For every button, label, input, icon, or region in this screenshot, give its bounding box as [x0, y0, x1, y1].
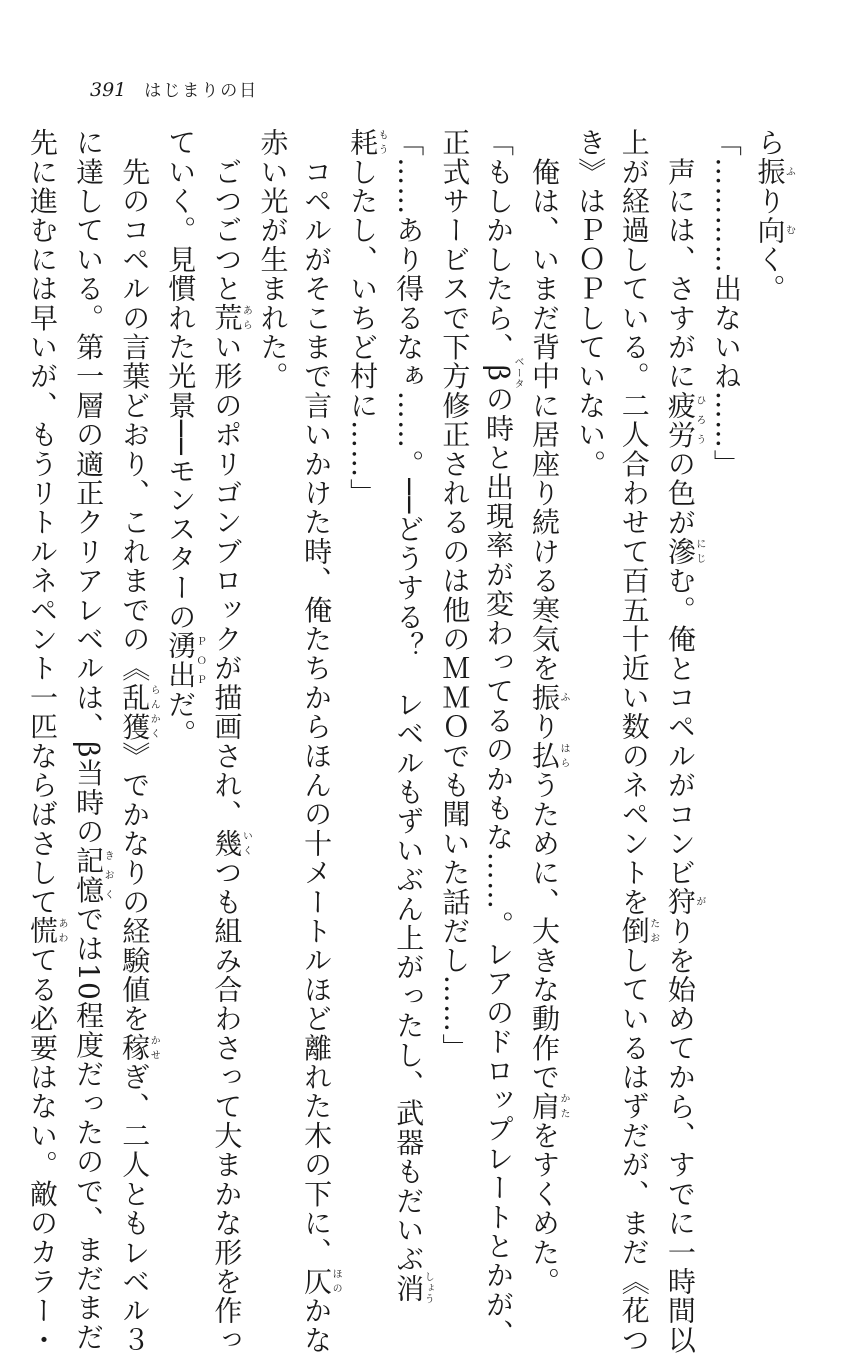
text-line: [476, 128, 523, 1349]
ruby-word: 狩が: [663, 887, 705, 917]
ruby-reading: しょう: [422, 1271, 434, 1305]
text-segment: しているはずだが、まだ《花つ: [617, 945, 651, 1354]
ruby-reading: にじ: [693, 536, 705, 567]
ruby-word: 記憶きおく: [72, 846, 114, 905]
text-line: [748, 128, 794, 1138]
text-line: [522, 128, 570, 1297]
text-segment: コペルがそこまで言いかけた時、俺たちからほんの十メートルほど離れた木の下に、: [300, 128, 334, 1267]
text-segment: 声には、さすがに: [663, 128, 697, 391]
text-segment: りを始めてから、すでに一時間以: [663, 916, 697, 1354]
text-segment: の時と出現率が変わってるのかもな……。レアのドロップレートとかが、: [481, 384, 515, 1349]
text-segment: い形のポリゴンブロックが描画され、: [210, 332, 244, 829]
vertical-body-text: [24, 128, 795, 1354]
ruby-word: 乱獲らんかく: [118, 682, 160, 742]
ruby-reading: きおく: [102, 846, 114, 905]
text-line: [20, 128, 67, 1354]
text-segment: 正式サービスで下方修正されるのは他のＭＭＯでも聞いた話だし……」: [438, 128, 472, 1063]
ruby-reading: はら: [558, 741, 570, 771]
ruby-reading: ふ: [783, 157, 795, 187]
ruby-reading: が: [693, 887, 705, 917]
ruby-word: 肩かた: [528, 1091, 570, 1121]
ruby-word: 向む: [753, 215, 795, 245]
text-line: [251, 128, 295, 1138]
text-line: [569, 128, 613, 1138]
ruby-word: 振ふ: [528, 682, 570, 713]
ruby-reading: らんかく: [148, 682, 160, 742]
text-line: [113, 128, 160, 1354]
text-line: [159, 128, 205, 1138]
text-segment: の色が: [663, 449, 697, 537]
page-header: [90, 76, 258, 106]
text-line: [341, 128, 387, 1138]
ruby-word: 疲労ひろう: [663, 390, 705, 450]
ruby-reading: む: [783, 215, 795, 245]
text-segment: ら: [753, 128, 787, 158]
text-line: [704, 128, 748, 1138]
text-segment: つも組み合わさって大まかな形を作っ: [210, 858, 244, 1354]
text-line: [67, 128, 114, 1352]
ruby-word: 消しょう: [392, 1271, 434, 1305]
ruby-word: 荒あら: [210, 303, 252, 333]
text-segment: り: [753, 186, 787, 216]
text-segment: 俺は、いまだ背中に居座り続ける寒気を: [528, 128, 562, 683]
ruby-word: 稼かせ: [118, 1033, 160, 1063]
text-segment: 》でかなりの経験値を: [118, 741, 152, 1034]
page-number: 391: [90, 79, 127, 101]
text-segment: かな: [300, 1296, 334, 1354]
text-segment: ぎ、二人ともレベル３: [118, 1062, 152, 1354]
text-segment: 先に進むには早いが、もうリトルネペント一匹ならばさして: [26, 128, 59, 917]
text-segment: ごつごつと: [210, 128, 244, 304]
ruby-reading: ひろう: [693, 390, 705, 450]
ruby-reading: かた: [558, 1091, 570, 1121]
text-segment: をすくめた。: [528, 1120, 562, 1297]
ruby-word: 幾いく: [210, 828, 252, 859]
ruby-reading: あら: [240, 303, 252, 333]
text-segment: だ。: [164, 689, 198, 749]
text-segment: 「……あり得るなぁ……。──どうする？ レベルもずいぶん上がったし、武器もだいぶ: [392, 128, 426, 1274]
ruby-word: βベータ: [481, 356, 523, 390]
text-line: [294, 128, 342, 1354]
ruby-word: 倒たお: [617, 916, 659, 946]
ruby-reading: いく: [240, 828, 252, 859]
ruby-reading: ふ: [558, 682, 570, 712]
text-segment: 上が経過している。二人合わせて百五十近い数のネペントを: [617, 128, 651, 917]
text-line: [387, 128, 434, 1305]
text-line: [433, 128, 477, 1138]
ruby-word: 仄ほの: [300, 1266, 342, 1297]
text-segment: 赤い光が生まれた。: [256, 128, 290, 391]
text-segment: では10程度だったので、まだまだ: [72, 904, 106, 1352]
text-segment: に達している。第一層の適正クリアレベルは、β当時の: [72, 128, 106, 847]
ruby-word: 振ふ: [753, 157, 795, 187]
text-segment: てる必要はない。敵のカラー・: [26, 945, 59, 1354]
text-segment: ていく。見慣れた光景──モンスターの: [164, 128, 198, 632]
text-segment: 先のコペルの言葉どおり、これまでの《: [118, 128, 152, 683]
ruby-word: 耗もう: [346, 128, 388, 158]
text-segment: したし、いちど村に……」: [346, 157, 380, 508]
chapter-title: はじまりの日: [144, 81, 259, 101]
ruby-reading: もう: [376, 128, 388, 158]
text-segment: む。俺とコペルがコンビ: [663, 566, 697, 888]
ruby-reading: ＰＯＰ: [194, 631, 206, 690]
ruby-word: 湧出ＰＯＰ: [164, 631, 206, 690]
text-segment: 「もしかしたら、: [481, 128, 515, 362]
text-line: [205, 128, 252, 1354]
text-segment: うために、大きな動作で: [528, 770, 562, 1092]
text-line: [612, 128, 659, 1354]
text-segment: く。: [753, 244, 787, 304]
ruby-word: 慌あわ: [26, 916, 67, 946]
ruby-word: 滲にじ: [663, 536, 705, 567]
text-line: [658, 128, 705, 1354]
ruby-reading: ベータ: [511, 356, 523, 390]
text-segment: き》はＰＯＰしていない。: [574, 128, 608, 479]
ruby-reading: かせ: [148, 1033, 160, 1063]
text-segment: り: [528, 712, 562, 742]
ruby-reading: あわ: [56, 916, 67, 946]
ruby-reading: たお: [647, 916, 659, 946]
text-segment: 「…………出ないね……」: [709, 128, 743, 479]
ruby-reading: ほの: [330, 1266, 342, 1297]
ruby-word: 払はら: [528, 741, 570, 771]
